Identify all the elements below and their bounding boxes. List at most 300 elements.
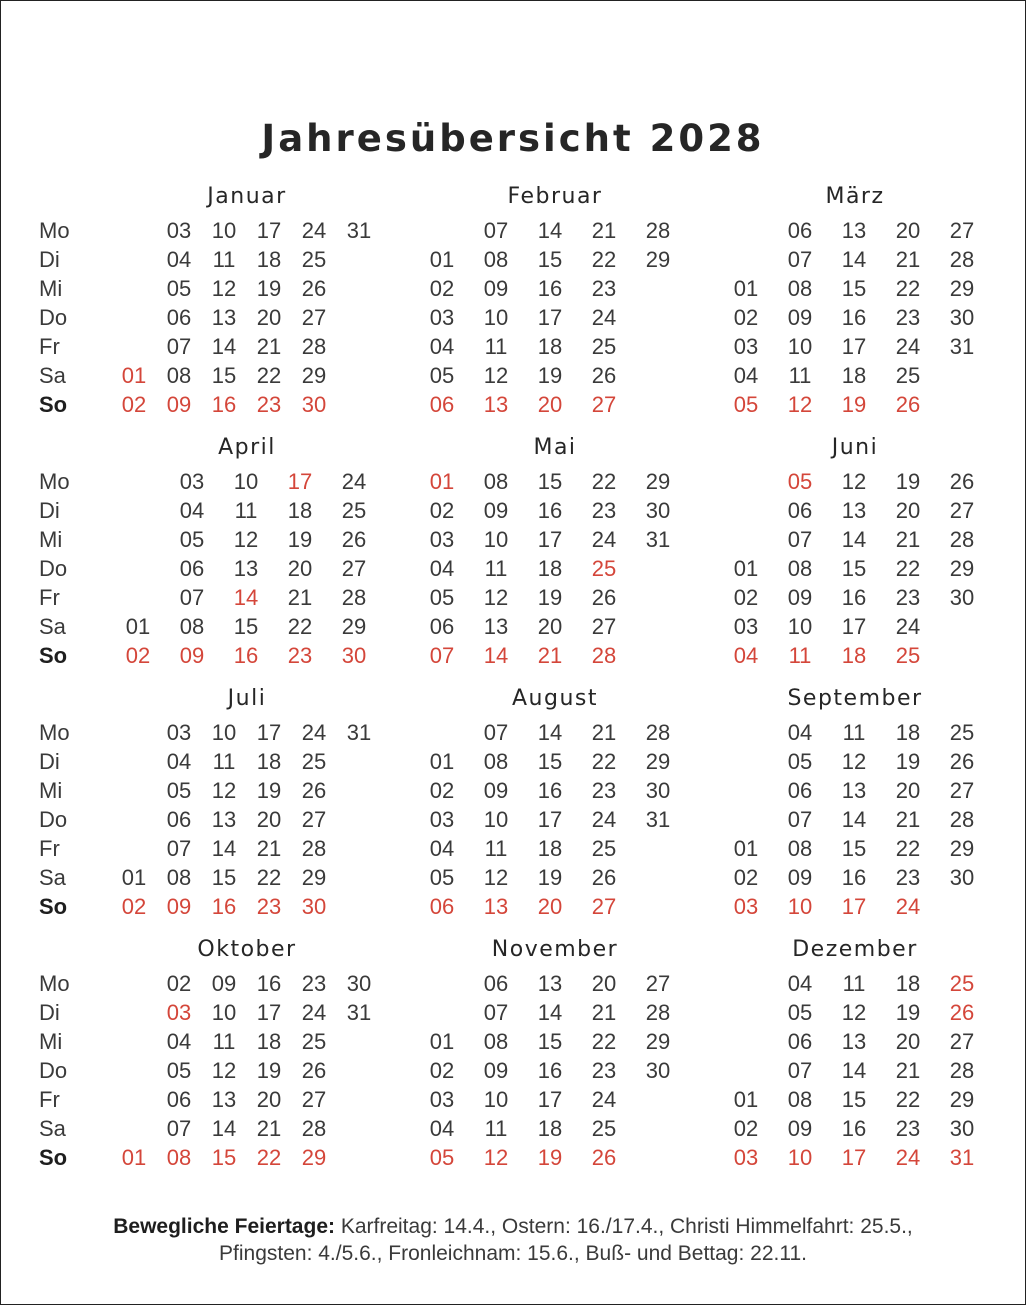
day-cell: 10 (787, 334, 813, 359)
day-cell-sunday: 09 (166, 894, 192, 919)
weekday-label: Sa (39, 1116, 66, 1141)
day-cell: 07 (166, 334, 192, 359)
day-cell: 02 (733, 1116, 759, 1141)
day-cell: 14 (537, 720, 563, 745)
day-cell: 03 (166, 720, 192, 745)
day-cell: 15 (841, 1087, 867, 1112)
day-cell-sunday: 08 (166, 1145, 192, 1170)
weekday-label: Mi (39, 527, 63, 552)
weekday-label: Do (39, 807, 68, 832)
day-cell: 27 (949, 498, 975, 523)
day-cell: 16 (537, 778, 563, 803)
day-cell: 18 (287, 498, 313, 523)
weekday-label: Mo (39, 469, 70, 494)
day-cell: 30 (949, 1116, 975, 1141)
weekday-label: Mo (39, 720, 70, 745)
day-cell: 14 (211, 334, 237, 359)
day-cell: 29 (301, 865, 327, 890)
day-cell-sunday: 03 (733, 1145, 759, 1170)
day-cell: 10 (211, 218, 237, 243)
day-cell: 11 (484, 836, 508, 861)
day-cell: 11 (484, 1116, 508, 1141)
day-cell-sunday: 06 (429, 894, 455, 919)
day-cell: 25 (591, 334, 617, 359)
month-name: Oktober (197, 937, 297, 962)
day-cell: 17 (841, 334, 867, 359)
day-cell: 21 (895, 527, 921, 552)
day-cell: 31 (346, 218, 372, 243)
day-cell: 20 (287, 556, 313, 581)
month-dezember (1, 937, 1025, 1182)
day-cell: 27 (949, 778, 975, 803)
day-cell: 14 (841, 1058, 867, 1083)
day-cell: 24 (591, 807, 617, 832)
month-name: März (825, 184, 885, 209)
day-cell: 06 (179, 556, 205, 581)
weekday-label: Do (39, 556, 68, 581)
weekday-label: Sa (39, 363, 66, 388)
weekday-label: Do (39, 1058, 68, 1083)
day-cell: 25 (949, 971, 975, 996)
day-cell: 27 (341, 556, 367, 581)
day-cell: 02 (429, 1058, 455, 1083)
day-cell: 20 (895, 1029, 921, 1054)
day-cell: 30 (645, 1058, 671, 1083)
day-cell-sunday: 09 (166, 392, 192, 417)
day-cell: 15 (537, 749, 563, 774)
day-cell: 19 (256, 276, 282, 301)
day-cell: 07 (166, 1116, 192, 1141)
day-cell: 09 (483, 276, 509, 301)
day-cell: 31 (346, 1000, 372, 1025)
day-cell: 18 (537, 334, 563, 359)
day-cell: 27 (591, 614, 617, 639)
month-name: Juni (831, 435, 879, 460)
day-cell-sunday: 12 (787, 392, 813, 417)
day-cell: 18 (895, 720, 921, 745)
day-cell: 22 (591, 247, 617, 272)
month-name: Januar (207, 184, 287, 209)
movable-holidays-line2: Pfingsten: 4./5.6., Fronleichnam: 15.6., Buß- und Bettag: 22.11. (219, 1242, 807, 1265)
weekday-label: Sa (39, 614, 66, 639)
day-cell-sunday: 14 (483, 643, 509, 668)
day-cell: 30 (645, 498, 671, 523)
day-cell: 14 (537, 218, 563, 243)
movable-holidays-line1: Karfreitag: 14.4., Ostern: 16./17.4., Christi Himmelfahrt: 25.5., (335, 1215, 913, 1238)
day-cell: 25 (591, 1116, 617, 1141)
day-cell: 28 (949, 527, 975, 552)
day-cell: 18 (537, 556, 563, 581)
day-cell: 18 (256, 247, 282, 272)
day-cell: 09 (483, 778, 509, 803)
day-cell: 05 (787, 469, 813, 494)
weekday-label: So (39, 1145, 68, 1170)
day-cell: 22 (256, 363, 282, 388)
day-cell: 30 (949, 865, 975, 890)
day-cell-sunday: 03 (733, 894, 759, 919)
day-cell: 15 (841, 556, 867, 581)
day-cell-sunday: 17 (841, 894, 867, 919)
day-cell-sunday: 17 (841, 1145, 867, 1170)
day-cell-sunday: 25 (895, 643, 921, 668)
day-cell: 01 (121, 363, 147, 388)
day-cell: 29 (341, 614, 367, 639)
day-cell: 16 (256, 971, 282, 996)
day-cell-sunday: 31 (949, 1145, 975, 1170)
movable-holidays-label: Bewegliche Feiertage: (113, 1215, 335, 1238)
day-cell: 23 (895, 585, 921, 610)
month-name: November (491, 937, 619, 962)
day-cell: 22 (895, 1087, 921, 1112)
day-cell: 09 (787, 305, 813, 330)
day-cell: 17 (537, 807, 563, 832)
day-cell: 13 (211, 807, 237, 832)
day-cell: 14 (233, 585, 259, 610)
day-cell: 13 (841, 1029, 867, 1054)
day-cell: 21 (256, 334, 282, 359)
day-cell: 28 (645, 218, 671, 243)
day-cell: 31 (949, 334, 975, 359)
day-cell: 11 (234, 498, 258, 523)
day-cell: 05 (429, 585, 455, 610)
day-cell: 25 (591, 556, 617, 581)
day-cell: 11 (842, 720, 866, 745)
day-cell: 17 (256, 1000, 282, 1025)
day-cell-sunday: 02 (125, 643, 151, 668)
day-cell: 16 (841, 865, 867, 890)
day-cell: 01 (733, 556, 759, 581)
day-cell: 26 (949, 749, 975, 774)
day-cell: 24 (895, 614, 921, 639)
day-cell: 13 (483, 614, 509, 639)
day-cell: 06 (166, 1087, 192, 1112)
day-cell-sunday: 28 (591, 643, 617, 668)
day-cell: 17 (537, 1087, 563, 1112)
day-cell: 27 (301, 1087, 327, 1112)
day-cell: 11 (788, 363, 812, 388)
day-cell: 02 (733, 865, 759, 890)
day-cell: 20 (591, 971, 617, 996)
day-cell-sunday: 07 (429, 643, 455, 668)
day-cell: 18 (256, 1029, 282, 1054)
day-cell: 03 (179, 469, 205, 494)
day-cell: 23 (591, 498, 617, 523)
day-cell: 07 (483, 1000, 509, 1025)
day-cell: 16 (841, 1116, 867, 1141)
day-cell: 09 (483, 498, 509, 523)
day-cell: 02 (429, 276, 455, 301)
day-cell: 23 (591, 1058, 617, 1083)
day-cell: 15 (841, 276, 867, 301)
day-cell: 29 (645, 247, 671, 272)
day-cell: 20 (895, 218, 921, 243)
day-cell-sunday: 09 (179, 643, 205, 668)
day-cell: 08 (787, 276, 813, 301)
day-cell: 27 (949, 218, 975, 243)
day-cell: 03 (166, 218, 192, 243)
day-cell: 22 (895, 836, 921, 861)
day-cell: 04 (429, 334, 455, 359)
day-cell: 13 (233, 556, 259, 581)
day-cell: 27 (301, 305, 327, 330)
day-cell: 13 (841, 778, 867, 803)
day-cell: 05 (787, 1000, 813, 1025)
day-cell: 08 (483, 469, 509, 494)
weekday-label: So (39, 643, 68, 668)
day-cell: 02 (429, 778, 455, 803)
day-cell: 21 (591, 720, 617, 745)
weekday-label: Fr (39, 1087, 60, 1112)
day-cell-sunday: 11 (788, 643, 812, 668)
day-cell-sunday: 27 (591, 392, 617, 417)
day-cell: 16 (841, 585, 867, 610)
day-cell: 01 (121, 865, 147, 890)
day-cell: 08 (483, 247, 509, 272)
day-cell: 02 (429, 498, 455, 523)
day-cell-sunday: 04 (733, 643, 759, 668)
day-cell: 24 (895, 334, 921, 359)
day-cell: 07 (483, 218, 509, 243)
day-cell: 26 (949, 469, 975, 494)
day-cell: 13 (841, 498, 867, 523)
day-cell: 29 (301, 363, 327, 388)
month-name: August (512, 686, 598, 711)
day-cell-sunday: 19 (537, 1145, 563, 1170)
weekday-label: Fr (39, 585, 60, 610)
day-cell: 30 (346, 971, 372, 996)
day-cell: 11 (484, 556, 508, 581)
day-cell: 07 (787, 1058, 813, 1083)
day-cell: 14 (841, 527, 867, 552)
day-cell: 31 (645, 807, 671, 832)
day-cell: 21 (287, 585, 313, 610)
month-name: Mai (533, 435, 577, 460)
month-september (1, 686, 1025, 931)
day-cell: 26 (301, 276, 327, 301)
day-cell: 08 (166, 865, 192, 890)
day-cell: 01 (429, 1029, 455, 1054)
day-cell: 04 (429, 1116, 455, 1141)
weekday-label: Mo (39, 971, 70, 996)
day-cell: 27 (645, 971, 671, 996)
day-cell-sunday: 20 (537, 894, 563, 919)
day-cell-sunday: 20 (537, 392, 563, 417)
day-cell: 26 (591, 363, 617, 388)
day-cell: 29 (949, 556, 975, 581)
day-cell: 25 (301, 1029, 327, 1054)
day-cell-sunday: 05 (429, 1145, 455, 1170)
day-cell: 05 (179, 527, 205, 552)
day-cell: 24 (301, 720, 327, 745)
day-cell: 11 (842, 971, 866, 996)
day-cell: 17 (841, 614, 867, 639)
day-cell: 16 (841, 305, 867, 330)
day-cell: 30 (645, 778, 671, 803)
day-cell: 25 (895, 363, 921, 388)
day-cell-sunday: 02 (121, 392, 147, 417)
day-cell: 01 (733, 836, 759, 861)
day-cell: 25 (949, 720, 975, 745)
day-cell: 31 (346, 720, 372, 745)
day-cell: 18 (256, 749, 282, 774)
day-cell: 05 (166, 276, 192, 301)
day-cell: 01 (429, 247, 455, 272)
day-cell: 23 (895, 865, 921, 890)
day-cell: 18 (537, 1116, 563, 1141)
day-cell: 29 (949, 836, 975, 861)
day-cell: 08 (483, 1029, 509, 1054)
day-cell: 09 (483, 1058, 509, 1083)
day-cell: 11 (212, 749, 236, 774)
day-cell: 04 (166, 749, 192, 774)
month-name: Juli (227, 686, 267, 711)
day-cell-sunday: 26 (895, 392, 921, 417)
day-cell-sunday: 23 (256, 392, 282, 417)
day-cell: 01 (733, 1087, 759, 1112)
day-cell: 01 (429, 469, 455, 494)
day-cell: 03 (429, 1087, 455, 1112)
day-cell: 25 (301, 749, 327, 774)
day-cell: 06 (429, 614, 455, 639)
day-cell: 04 (429, 836, 455, 861)
day-cell: 03 (429, 807, 455, 832)
day-cell: 14 (537, 1000, 563, 1025)
day-cell: 03 (733, 334, 759, 359)
day-cell: 13 (211, 1087, 237, 1112)
day-cell: 09 (211, 971, 237, 996)
day-cell: 09 (787, 585, 813, 610)
day-cell: 15 (211, 363, 237, 388)
month-name: Dezember (792, 937, 918, 962)
day-cell: 28 (949, 247, 975, 272)
day-cell: 06 (166, 807, 192, 832)
day-cell: 23 (301, 971, 327, 996)
day-cell: 13 (537, 971, 563, 996)
day-cell: 20 (256, 305, 282, 330)
day-cell: 06 (787, 498, 813, 523)
day-cell-sunday: 21 (537, 643, 563, 668)
day-cell: 20 (537, 614, 563, 639)
day-cell: 04 (787, 971, 813, 996)
day-cell: 01 (125, 614, 151, 639)
day-cell: 03 (733, 614, 759, 639)
day-cell: 12 (841, 469, 867, 494)
day-cell-sunday: 06 (429, 392, 455, 417)
day-cell: 07 (787, 247, 813, 272)
day-cell: 03 (429, 527, 455, 552)
day-cell: 03 (429, 305, 455, 330)
day-cell: 14 (211, 1116, 237, 1141)
day-cell: 24 (591, 1087, 617, 1112)
day-cell: 28 (645, 1000, 671, 1025)
day-cell: 19 (895, 1000, 921, 1025)
month-name: September (787, 686, 923, 711)
day-cell: 24 (591, 305, 617, 330)
day-cell: 28 (301, 1116, 327, 1141)
day-cell: 10 (787, 614, 813, 639)
day-cell: 22 (895, 276, 921, 301)
day-cell: 15 (841, 836, 867, 861)
day-cell: 22 (591, 1029, 617, 1054)
day-cell: 08 (787, 836, 813, 861)
day-cell: 10 (233, 469, 259, 494)
day-cell: 20 (256, 1087, 282, 1112)
month-märz (1, 184, 1025, 429)
day-cell-sunday: 05 (733, 392, 759, 417)
weekday-label: Mi (39, 276, 63, 301)
day-cell: 27 (949, 1029, 975, 1054)
day-cell: 30 (949, 305, 975, 330)
day-cell: 24 (301, 1000, 327, 1025)
day-cell: 12 (211, 276, 237, 301)
day-cell: 18 (895, 971, 921, 996)
day-cell-sunday: 10 (787, 1145, 813, 1170)
day-cell: 18 (537, 836, 563, 861)
day-cell: 28 (301, 334, 327, 359)
day-cell: 15 (537, 247, 563, 272)
day-cell: 05 (166, 778, 192, 803)
day-cell-sunday: 23 (256, 894, 282, 919)
day-cell-sunday: 13 (483, 392, 509, 417)
weekday-label: Di (39, 498, 60, 523)
day-cell: 26 (341, 527, 367, 552)
day-cell: 20 (895, 498, 921, 523)
day-cell: 22 (256, 865, 282, 890)
month-name: Februar (507, 184, 603, 209)
day-cell: 10 (483, 305, 509, 330)
day-cell: 12 (483, 585, 509, 610)
day-cell: 04 (787, 720, 813, 745)
day-cell: 11 (484, 334, 508, 359)
day-cell: 16 (537, 276, 563, 301)
day-cell: 25 (591, 836, 617, 861)
day-cell-sunday: 30 (301, 392, 327, 417)
weekday-label: Mi (39, 1029, 63, 1054)
day-cell: 06 (787, 218, 813, 243)
day-cell: 12 (483, 865, 509, 890)
day-cell: 23 (895, 1116, 921, 1141)
day-cell: 15 (211, 865, 237, 890)
weekday-label: Di (39, 247, 60, 272)
day-cell: 12 (841, 749, 867, 774)
day-cell: 09 (787, 1116, 813, 1141)
day-cell: 05 (429, 363, 455, 388)
day-cell: 28 (301, 836, 327, 861)
day-cell: 26 (591, 865, 617, 890)
day-cell: 15 (233, 614, 259, 639)
day-cell: 23 (591, 778, 617, 803)
day-cell: 19 (287, 527, 313, 552)
day-cell: 17 (537, 527, 563, 552)
day-cell-sunday: 22 (256, 1145, 282, 1170)
day-cell: 12 (233, 527, 259, 552)
day-cell: 21 (256, 836, 282, 861)
day-cell: 30 (949, 585, 975, 610)
day-cell: 11 (212, 1029, 236, 1054)
day-cell: 07 (483, 720, 509, 745)
day-cell: 10 (483, 807, 509, 832)
day-cell: 16 (537, 498, 563, 523)
day-cell-sunday: 15 (211, 1145, 237, 1170)
day-cell: 26 (591, 585, 617, 610)
day-cell: 20 (256, 807, 282, 832)
day-cell: 24 (301, 218, 327, 243)
weekday-label: Sa (39, 865, 66, 890)
day-cell: 08 (179, 614, 205, 639)
weekday-label: Di (39, 749, 60, 774)
day-cell-sunday: 24 (895, 894, 921, 919)
day-cell: 12 (483, 363, 509, 388)
